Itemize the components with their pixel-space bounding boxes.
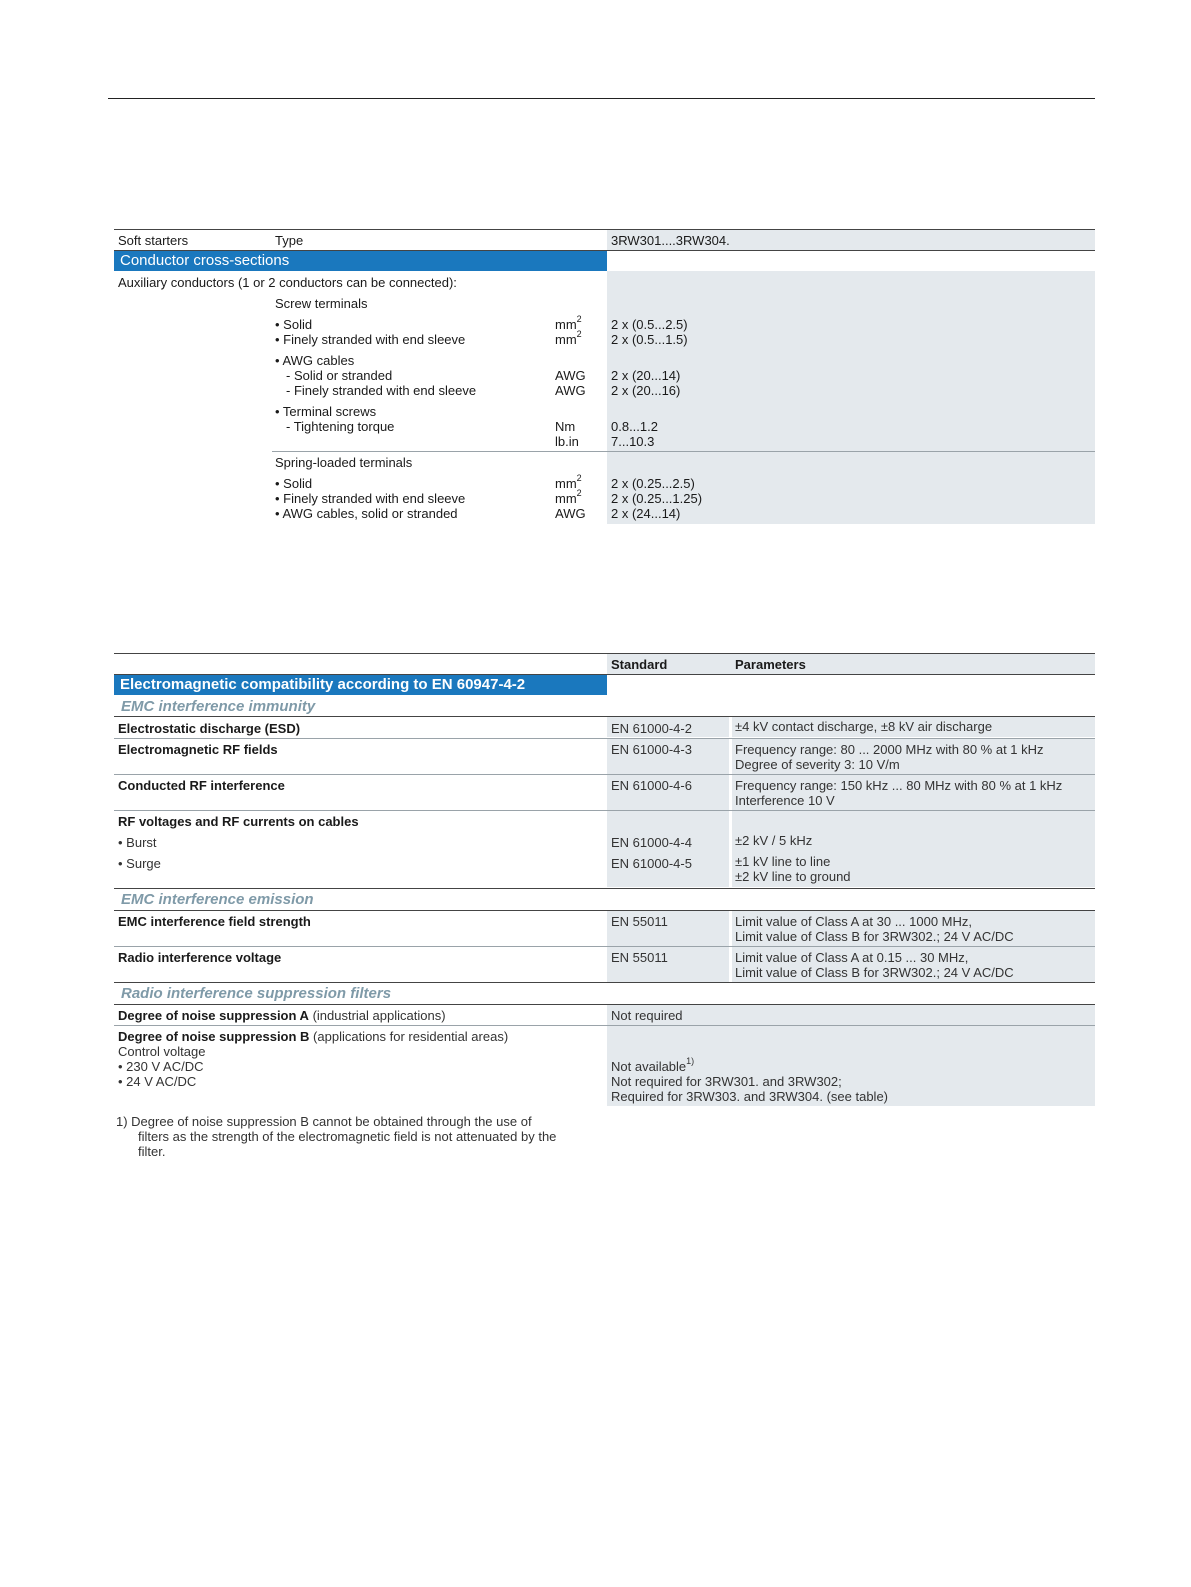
torque-unit-lbin: lb.in (555, 434, 579, 449)
spring-solid-unit: $mm^2$ (555, 472, 582, 491)
torque-label: - Tightening torque (286, 419, 395, 434)
radio-voltage-standard: EN 55011 (611, 950, 668, 965)
voltage-230-label: • 230 V AC/DC (118, 1059, 204, 1074)
spring-solid-label: • Solid (275, 476, 313, 491)
terminal-screws-title: • Terminal screws (275, 404, 377, 419)
awg-finely-value: 2 x (20...16) (611, 383, 681, 398)
spring-terminals-title: Spring-loaded terminals (275, 455, 413, 470)
conducted-standard: EN 61000-4-6 (611, 778, 692, 793)
table1-header-soft-starters: Soft starters (118, 233, 189, 248)
column-header-standard: Standard (611, 657, 668, 672)
esd-param: ±4 kV contact discharge, ±8 kV air discharge (735, 719, 993, 734)
subheading-filters: Radio interference suppression filters (121, 985, 392, 1002)
torque-value-nm: 0.8...1.2 (611, 419, 658, 434)
radio-voltage-rule (114, 982, 1095, 983)
screw-finely-unit: $mm^2$ (555, 328, 582, 347)
spring-awg-value: 2 x (24...14) (611, 506, 681, 521)
surge-label: • Surge (118, 856, 161, 871)
aux-conductors-label: Auxiliary conductors (1 or 2 conductors can be connected): (118, 275, 457, 290)
suppression-a-label: Degree of noise suppression A (industrial applications) (118, 1008, 446, 1023)
suppression-a-value: Not required (611, 1008, 683, 1023)
torque-unit-nm: Nm (555, 419, 576, 434)
screw-solid-unit: $mm^2$ (555, 313, 582, 332)
awg-finely-label: - Finely stranded with end sleeve (286, 383, 477, 398)
spring-solid-value: 2 x (0.25...2.5) (611, 476, 695, 491)
esd-label: Electrostatic discharge (ESD) (118, 721, 301, 736)
page-top-rule (108, 98, 1095, 99)
suppression-b-value-1: Not available$^{1)}$ (611, 1055, 695, 1074)
field-strength-label: EMC interference field strength (118, 914, 311, 929)
awg-finely-unit: AWG (555, 383, 586, 398)
spring-awg-unit: AWG (555, 506, 586, 521)
footnote-line-3: filter. (138, 1144, 166, 1159)
suppression-b-label: Degree of noise suppression B (applications for residential areas) (118, 1029, 509, 1044)
conducted-param-2: Interference 10 V (735, 793, 835, 808)
suppression-b-value-3: Required for 3RW303. and 3RW304. (see table) (611, 1089, 889, 1104)
torque-value-lbin: 7...10.3 (611, 434, 655, 449)
field-strength-param-1: Limit value of Class A at 30 ... 1000 MHz, (735, 914, 973, 929)
voltage-24-label: • 24 V AC/DC (118, 1074, 197, 1089)
rf-fields-standard: EN 61000-4-3 (611, 742, 692, 757)
conducted-label: Conducted RF interference (118, 778, 285, 793)
spring-finely-unit: $mm^2$ (555, 487, 582, 506)
surge-param-2: ±2 kV line to ground (735, 869, 851, 884)
rf-fields-label: Electromagnetic RF fields (118, 742, 278, 757)
suppression-b-value-2: Not required for 3RW301. and 3RW302; (611, 1074, 842, 1089)
spring-divider (272, 451, 1095, 452)
table1-header-type: Type (275, 233, 304, 248)
esd-standard: EN 61000-4-2 (611, 721, 692, 736)
section-bar-emc (114, 675, 607, 695)
awg-solid-label: - Solid or stranded (286, 368, 393, 383)
screw-solid-label: • Solid (275, 317, 313, 332)
table2-header-bg (607, 654, 1095, 674)
table1-header-type-value: 3RW301....3RW304. (611, 233, 730, 248)
screw-finely-label: • Finely stranded with end sleeve (275, 332, 466, 347)
burst-param: ±2 kV / 5 kHz (735, 833, 813, 848)
rf-voltages-rule (114, 888, 1095, 889)
rf-fields-param-2: Degree of severity 3: 10 V/m (735, 757, 900, 772)
conducted-param-1: Frequency range: 150 kHz ... 80 MHz with 80 % at 1 kHz (735, 778, 1063, 793)
radio-voltage-label: Radio interference voltage (118, 950, 282, 965)
column-header-parameters: Parameters (735, 657, 806, 672)
burst-label: • Burst (118, 835, 157, 850)
burst-standard: EN 61000-4-4 (611, 835, 692, 850)
section-bar-conductor (114, 251, 607, 271)
subheading-immunity: EMC interference immunity (121, 698, 316, 715)
screw-finely-value: 2 x (0.5...1.5) (611, 332, 688, 347)
spring-finely-value: 2 x (0.25...1.25) (611, 491, 703, 506)
rf-fields-param-1: Frequency range: 80 ... 2000 MHz with 80 % at 1 kHz (735, 742, 1044, 757)
section-title-emc: Electromagnetic compatibility according to EN 60947-4-2 (120, 676, 526, 693)
subheading-emission: EMC interference emission (121, 891, 314, 908)
control-voltage-label: Control voltage (118, 1044, 206, 1059)
spring-finely-label: • Finely stranded with end sleeve (275, 491, 466, 506)
field-strength-param-2: Limit value of Class B for 3RW302.; 24 V AC/DC (735, 929, 1014, 944)
section-title-conductor: Conductor cross-sections (120, 252, 290, 269)
surge-param-1: ±1 kV line to line (735, 854, 831, 869)
footnote-line-2: filters as the strength of the electromagnetic field is not attenuated by the (138, 1129, 557, 1144)
screw-terminals-title: Screw terminals (275, 296, 368, 311)
surge-standard: EN 61000-4-5 (611, 856, 692, 871)
spring-awg-label: • AWG cables, solid or stranded (275, 506, 458, 521)
rf-voltages-label: RF voltages and RF currents on cables (118, 814, 359, 829)
awg-solid-unit: AWG (555, 368, 586, 383)
footnote-line-1: 1) Degree of noise suppression B cannot be obtained through the use of (116, 1114, 532, 1129)
field-strength-standard: EN 55011 (611, 914, 668, 929)
screw-solid-value: 2 x (0.5...2.5) (611, 317, 688, 332)
awg-cables-title: • AWG cables (275, 353, 355, 368)
radio-voltage-param-2: Limit value of Class B for 3RW302.; 24 V AC/DC (735, 965, 1014, 980)
radio-voltage-param-1: Limit value of Class A at 0.15 ... 30 MHz, (735, 950, 969, 965)
awg-solid-value: 2 x (20...14) (611, 368, 681, 383)
